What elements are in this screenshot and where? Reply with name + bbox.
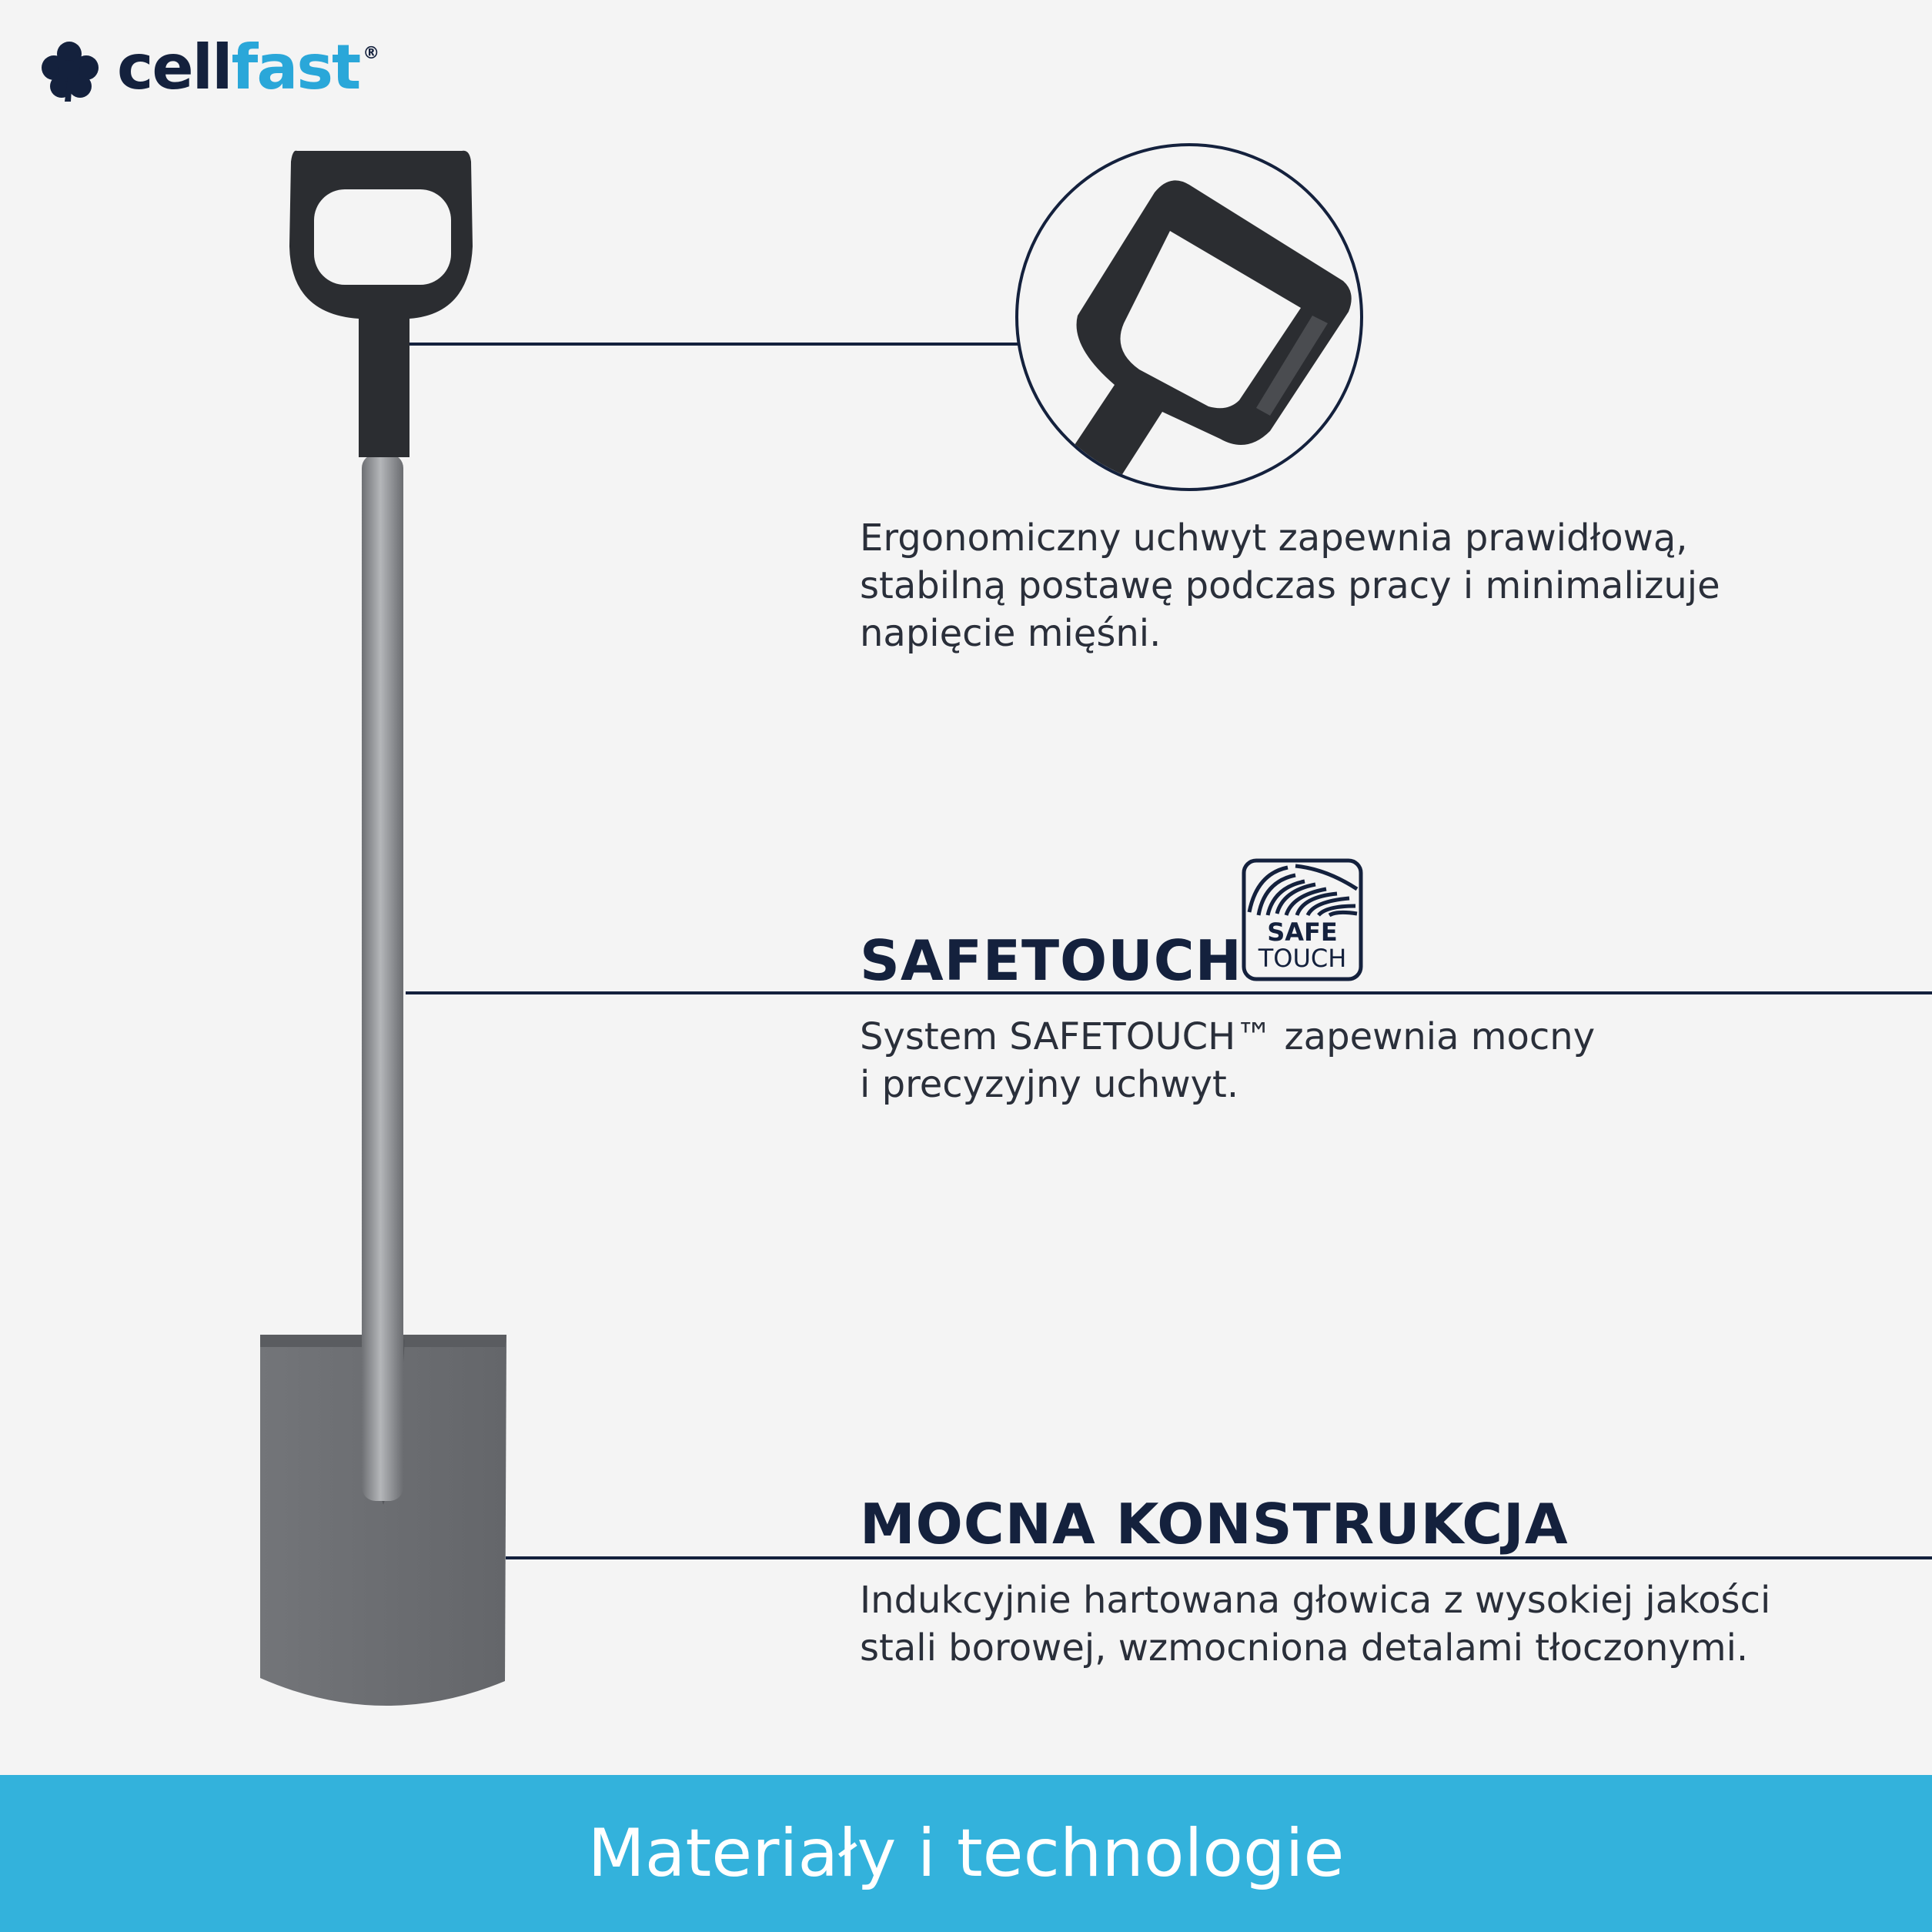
construction-heading: MOCNA KONSTRUKCJA bbox=[860, 1492, 1569, 1556]
description-line: stabilną postawę podczas pracy i minimalizuje bbox=[860, 564, 1720, 607]
brand-name-part2: fast bbox=[231, 32, 360, 103]
safetouch-heading: SAFETOUCH bbox=[860, 928, 1242, 993]
construction-description bbox=[860, 1576, 1770, 1672]
footer-title: Materiały i technologie bbox=[587, 1815, 1345, 1892]
safetouch-description bbox=[860, 1013, 1595, 1108]
description-line: System SAFETOUCH™ zapewnia mocny bbox=[860, 1015, 1596, 1058]
registered-mark: ® bbox=[363, 44, 379, 63]
description-line: stali borowej, wzmocniona detalami tłoczonymi. bbox=[860, 1626, 1749, 1670]
spade-shaft bbox=[362, 454, 403, 1501]
description-line: Ergonomiczny uchwyt zapewnia prawidłową, bbox=[860, 516, 1688, 560]
badge-label-safe: SAFE bbox=[1267, 918, 1338, 947]
brand-name-part1: cell bbox=[117, 32, 232, 103]
handle-description bbox=[860, 514, 1720, 657]
description-line: Indukcyjnie hartowana głowica z wysokiej jakości bbox=[860, 1579, 1771, 1622]
badge-label-touch: TOUCH bbox=[1258, 944, 1347, 973]
d-handle bbox=[289, 151, 473, 457]
description-line: napięcie mięśni. bbox=[860, 612, 1162, 655]
description-line: i precyzyjny uchwyt. bbox=[860, 1063, 1239, 1106]
